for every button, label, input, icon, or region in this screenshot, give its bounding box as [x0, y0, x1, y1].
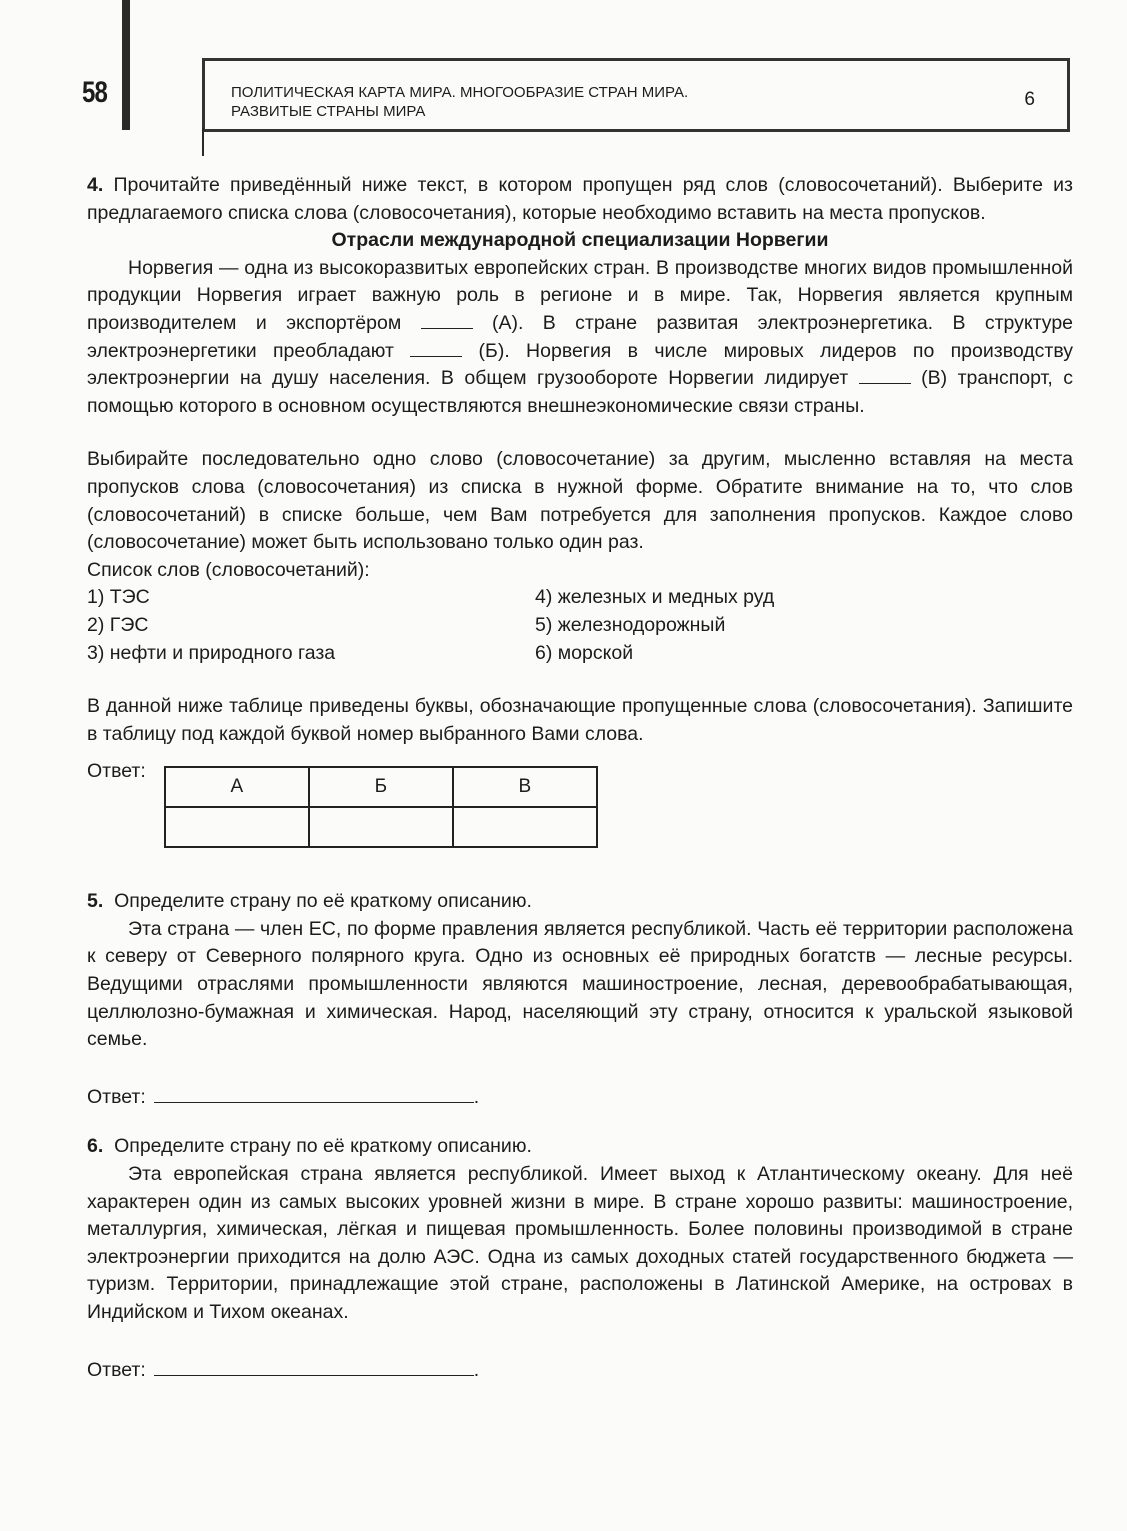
task4-text: [87, 255, 1073, 421]
task4-heading: Отрасли международной специализации Норвегии: [331, 229, 829, 252]
blank-a[interactable]: [421, 310, 473, 329]
list-item: 1) ТЭС: [87, 586, 150, 609]
task5-question-text: Определите страну по её краткому описанию.: [114, 890, 532, 913]
list-item: 2) ГЭС: [87, 613, 149, 636]
task4-text-part4: (В) транспорт, с помощью которого в основном осуществляются внешнеэкономические связи страны.: [87, 367, 1073, 417]
table-header-c: В: [453, 767, 597, 807]
page-number: 58: [82, 76, 108, 109]
task6-text: Эта европейская страна является республикой. Имеет выход к Атлантическому океану. Для неё характерен один из самых высоких уровней жизни в мире. В стране хорошо развиты: машиностроение, металлургия, химическая, лёгкая и пищевая промышленность. Более половины производимой в стране электроэнергии приходится на долю АЭС. Одна из самых доходных статей государственного бюджета — туризм. Территории, принадлежащие этой стране, расположены в Латинской Америке, на островах в Индийском и Тихом океанах.: [87, 1163, 1073, 1323]
task4-number: 4.: [87, 174, 104, 196]
chapter-title: [231, 83, 688, 121]
list-item: 3) нефти и природного газа: [87, 641, 336, 664]
answer-label: Ответ:: [87, 760, 146, 783]
task4-intro: [87, 172, 1073, 227]
blank-c[interactable]: [859, 365, 911, 384]
word-list: [87, 584, 1073, 667]
task5-number: 5.: [87, 890, 104, 913]
task6-answer: [87, 1353, 1073, 1385]
answer-period: .: [473, 1085, 480, 1108]
word-list-title: Список слов (словосочетаний):: [87, 558, 370, 581]
task4-text-part2: (А). В стране развитая электроэнергетика. В структуре электроэнергетики преобладают: [87, 311, 1074, 362]
list-item: 5) железнодорожный: [535, 613, 726, 636]
blank-b[interactable]: [410, 338, 462, 357]
chapter-number: 6: [1024, 89, 1035, 110]
task4-instructions: Выбирайте последовательно одно слово (словосочетание) за другим, мысленно вставляя на места пропусков слова (словосочетания) из списка в нужной форме. Обратите внимание на то, что слов (словосочетаний) в списке больше, чем Вам потребуется для заполнения пропусков. Каждое слово (словосочетание) может быть использовано только один раз.: [87, 448, 1073, 554]
task6-answer-line[interactable]: [154, 1353, 474, 1376]
chapter-header: [202, 58, 1070, 132]
margin-bar: [122, 0, 130, 130]
answer-label: Ответ:: [87, 1358, 146, 1381]
answer-cell-c[interactable]: [453, 807, 597, 847]
chapter-title-line2: РАЗВИТЫЕ СТРАНЫ МИРА: [231, 103, 426, 120]
table-header-a: А: [165, 767, 309, 807]
task4-answer: [87, 760, 1073, 848]
answer-period: .: [473, 1358, 480, 1381]
page-content: [87, 172, 1073, 1384]
answer-cell-a[interactable]: [165, 807, 309, 847]
task5-answer-line[interactable]: [154, 1080, 474, 1103]
list-item: 4) железных и медных руд: [535, 586, 775, 609]
task4-intro-text: Прочитайте приведённый ниже текст, в котором пропущен ряд слов (словосочетаний). Выберите из предлагаемого списка слова (словосочетания), которые необходимо вставить на места пропусков.: [87, 174, 1073, 224]
answer-label: Ответ:: [87, 1085, 146, 1108]
list-item: 6) морской: [535, 641, 634, 664]
header-stem: [202, 128, 204, 156]
task6-question-text: Определите страну по её краткому описанию.: [114, 1135, 532, 1158]
answer-cell-b[interactable]: [309, 807, 453, 847]
task4-text-part1: Норвегия — одна из высокоразвитых европейских стран. В производстве многих видов промышленной продукции Норвегия играет важную роль в регионе и в мире. Так, Норвегия является крупным производителем и экспортёром: [87, 256, 1073, 334]
task5-answer: [87, 1080, 1073, 1112]
chapter-title-line1: ПОЛИТИЧЕСКАЯ КАРТА МИРА. МНОГООБРАЗИЕ СТРАН МИРА.: [231, 84, 689, 101]
answer-table: [164, 766, 598, 848]
task5-text: Эта страна — член ЕС, по форме правления является республикой. Часть её территории расположена к северу от Северного полярного круга. Одно из основных её природных богатств — лесные ресурсы. Ведущими отраслями промышленности являются машиностроение, лесная, деревообрабатывающая, целлюлозно-бумажная и химическая. Народ, населяющий эту страну, относится к уральской языковой семье.: [87, 917, 1073, 1051]
table-note: В данной ниже таблице приведены буквы, обозначающие пропущенные слова (словосочетания). Запишите в таблицу под каждой буквой номер выбранного Вами слова.: [87, 695, 1073, 745]
task6-question: [87, 1133, 1073, 1161]
table-header-b: Б: [309, 767, 453, 807]
task5-question: [87, 888, 1073, 916]
task6-number: 6.: [87, 1135, 104, 1158]
task4-text-part3: (Б). Норвегия в числе мировых лидеров по производству электроэнергии на душу населения. В общем грузообороте Норвегии лидирует: [87, 339, 1073, 390]
